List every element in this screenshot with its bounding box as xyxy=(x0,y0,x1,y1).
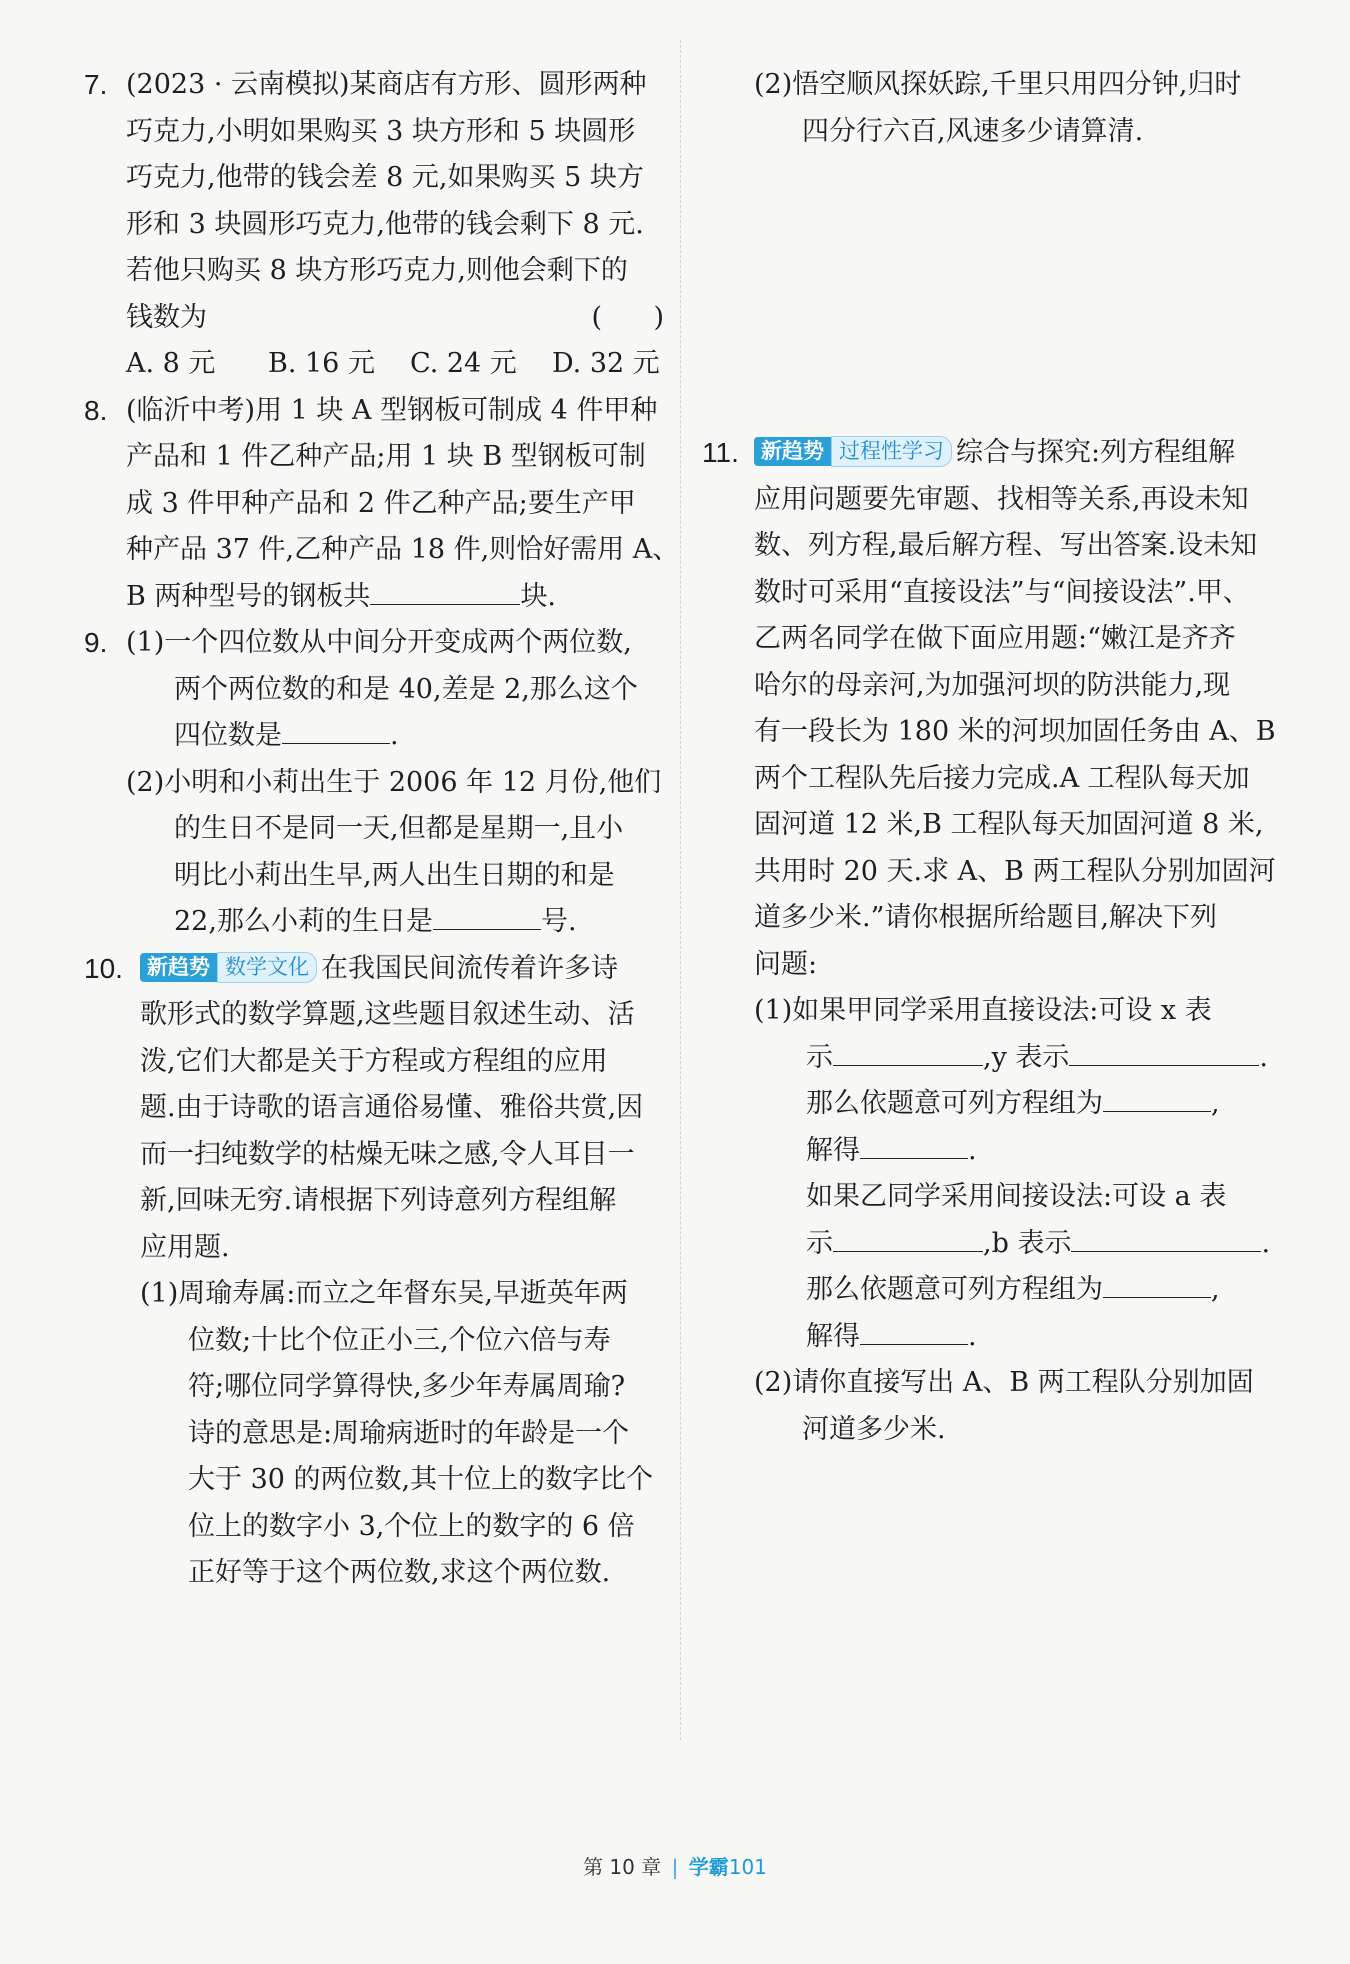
question-text-line: 巧克力,小明如果购买 3 块方形和 5 块圆形 xyxy=(126,115,636,147)
question-text: ,y 表示 xyxy=(983,1041,1070,1073)
question-number: 11. xyxy=(702,437,739,468)
question-number: 10. xyxy=(84,952,123,984)
question-text-line: 符;哪位同学算得快,多少年寿属周瑜? xyxy=(188,1371,626,1402)
question-text-line: 诗的意思是:周瑜病逝时的年龄是一个 xyxy=(188,1417,630,1449)
chapter-label: 第 10 章 xyxy=(583,1855,662,1879)
question-text: 那么依题意可列方程组为 xyxy=(806,1088,1103,1119)
question-text: 22,那么小莉的生日是 xyxy=(174,906,433,937)
question-text-line xyxy=(126,899,664,946)
question-text: . xyxy=(1261,1227,1271,1259)
question-text-line: 成 3 件甲种产品和 2 件乙种产品;要生产甲 xyxy=(126,487,636,519)
question-11 xyxy=(702,430,1282,1453)
question-text-line xyxy=(126,295,664,342)
fill-blank-y[interactable] xyxy=(1069,1035,1259,1066)
question-text-line: 明比小莉出生早,两人出生日期的和是 xyxy=(174,859,615,891)
question-10-part-2-line: 四分行六百,风速多少请算清. xyxy=(802,115,1144,147)
question-text-line: 两个两位数的和是 40,差是 2,那么这个 xyxy=(174,673,638,705)
question-text: , xyxy=(1211,1088,1220,1119)
question-text-line: 新,回味无穷.请根据下列诗意列方程组解 xyxy=(140,1185,617,1216)
question-text: 四位数是 xyxy=(174,720,282,751)
question-text-line: 正好等于这个两位数,求这个两位数. xyxy=(188,1557,611,1588)
question-text: 综合与探究:列方程组解 xyxy=(956,437,1236,468)
fill-blank-a[interactable] xyxy=(833,1221,983,1252)
question-text-line: 两个工程队先后接力完成.A 工程队每天加 xyxy=(754,762,1250,794)
question-text-line: 位数;十比个位正小三,个位六倍与寿 xyxy=(188,1324,611,1356)
question-number: 7. xyxy=(84,69,108,100)
brand-logo: 学霸 xyxy=(688,1855,729,1879)
question-text-line: 固河道 12 米,B 工程队每天加固河道 8 米, xyxy=(754,809,1264,840)
question-text-line xyxy=(754,1221,1282,1268)
question-text: 示 xyxy=(806,1041,833,1073)
question-text-line: 产品和 1 件乙种产品;用 1 块 B 型钢板可制 xyxy=(126,441,646,472)
question-text: 解得 xyxy=(806,1320,860,1352)
question-text-line: 数时可采用“直接设法”与“间接设法”.甲、 xyxy=(754,576,1250,608)
question-text-line: (临沂中考)用 1 块 A 型钢板可制成 4 件甲种 xyxy=(126,394,658,426)
option-b[interactable]: B. 16 元 xyxy=(268,348,375,379)
question-text: 示 xyxy=(806,1227,833,1259)
question-text-line: 的生日不是同一天,但都是星期一,且小 xyxy=(174,813,624,844)
question-text-line xyxy=(126,713,664,760)
question-text-line: 歌形式的数学算题,这些题目叙述生动、活 xyxy=(140,999,635,1030)
fill-blank-solution[interactable] xyxy=(860,1314,968,1345)
question-text-line: 种产品 37 件,乙种产品 18 件,则恰好需用 A、 xyxy=(126,534,680,565)
question-text: . xyxy=(968,1134,977,1166)
question-text-line: 有一段长为 180 米的河坝加固任务由 A、B xyxy=(754,716,1276,747)
question-text: 钱数为 xyxy=(126,301,207,333)
question-7 xyxy=(84,62,664,388)
question-text-line: (1)一个四位数从中间分开变成两个两位数, xyxy=(126,627,632,658)
question-text: 号. xyxy=(540,906,577,937)
question-number: 8. xyxy=(84,394,108,426)
fill-blank-equations[interactable] xyxy=(1103,1081,1211,1112)
question-9 xyxy=(84,620,664,946)
question-text-line: 位上的数字小 3,个位上的数字的 6 倍 xyxy=(188,1510,635,1542)
footer-separator: | xyxy=(671,1855,679,1879)
question-text-line: 题.由于诗歌的语言通俗易懂、雅俗共赏,因 xyxy=(140,1092,644,1123)
fill-blank-equations[interactable] xyxy=(1103,1267,1211,1298)
question-text: . xyxy=(968,1320,977,1352)
question-text-line: 而一扫纯数学的枯燥无味之感,令人耳目一 xyxy=(140,1138,635,1170)
column-divider xyxy=(680,40,682,1740)
question-text-line: 应用问题要先审题、找相等关系,再设未知 xyxy=(754,483,1249,515)
answer-parentheses[interactable]: ( ) xyxy=(591,301,664,333)
question-text-line: 共用时 20 天.求 A、B 两工程队分别加固河 xyxy=(754,855,1276,887)
question-text-line: 如果乙同学采用间接设法:可设 a 表 xyxy=(806,1181,1227,1212)
question-text-line: (1)如果甲同学采用直接设法:可设 x 表 xyxy=(754,995,1212,1026)
question-10 xyxy=(84,946,664,1597)
option-a[interactable]: A. 8 元 xyxy=(126,348,216,379)
question-text: ,b 表示 xyxy=(983,1227,1072,1259)
question-number: 9. xyxy=(84,627,108,658)
question-text: , xyxy=(1211,1274,1220,1305)
page-footer xyxy=(0,1851,1350,1880)
option-c[interactable]: C. 24 元 xyxy=(410,348,517,379)
question-text: B 两种型号的钢板共 xyxy=(126,580,371,612)
question-text-line: 哈尔的母亲河,为加强河坝的防洪能力,现 xyxy=(754,669,1231,701)
question-text: . xyxy=(390,720,399,751)
question-text-line: 河道多少米. xyxy=(802,1413,946,1445)
fill-blank-solution[interactable] xyxy=(860,1128,968,1159)
left-column xyxy=(84,62,680,1597)
question-8 xyxy=(84,388,680,621)
question-text: 那么依题意可列方程组为 xyxy=(806,1274,1103,1305)
right-column xyxy=(702,62,1282,155)
question-text-line: 问题: xyxy=(754,948,818,980)
question-text-line xyxy=(140,946,664,993)
question-text-line: (2)请你直接写出 A、B 两工程队分别加固 xyxy=(754,1367,1254,1398)
question-text-line xyxy=(754,1081,1282,1128)
fill-blank-b[interactable] xyxy=(1071,1221,1261,1252)
question-text-line xyxy=(754,1314,1282,1361)
new-trend-tag: 新趋势 xyxy=(754,437,831,466)
option-d[interactable]: D. 32 元 xyxy=(552,348,660,379)
process-learning-tag: 过程性学习 xyxy=(831,436,952,467)
question-text-line: 泼,它们大都是关于方程或方程组的应用 xyxy=(140,1045,608,1077)
math-culture-tag: 数学文化 xyxy=(217,952,317,983)
question-text-line: 形和 3 块圆形巧克力,他带的钱会剩下 8 元. xyxy=(126,208,644,240)
fill-blank[interactable] xyxy=(282,713,390,744)
fill-blank[interactable] xyxy=(433,899,541,930)
new-trend-tag: 新趋势 xyxy=(140,953,217,982)
question-text: 块. xyxy=(520,580,557,612)
question-text-line: 若他只购买 8 块方形巧克力,则他会剩下的 xyxy=(126,255,628,286)
question-text-line: (2)小明和小莉出生于 2006 年 12 月份,他们 xyxy=(126,766,662,798)
question-text-line: 巧克力,他带的钱会差 8 元,如果购买 5 块方 xyxy=(126,162,644,193)
question-10-part-2-line: (2)悟空顺风探妖踪,千里只用四分钟,归时 xyxy=(754,69,1242,100)
question-text-line xyxy=(754,430,1282,477)
question-text-line: 大于 30 的两位数,其十位上的数字比个 xyxy=(188,1464,654,1495)
answer-options xyxy=(126,341,664,388)
fill-blank[interactable] xyxy=(370,574,520,605)
page-number: 101 xyxy=(728,1855,767,1879)
question-text-line xyxy=(126,574,664,621)
question-text: . xyxy=(1259,1041,1269,1073)
fill-blank-x[interactable] xyxy=(833,1035,983,1066)
question-text-line: (1)周瑜寿属:而立之年督东吴,早逝英年两 xyxy=(140,1278,628,1309)
question-text: 解得 xyxy=(806,1134,860,1166)
question-text-line: 数、列方程,最后解方程、写出答案.设未知 xyxy=(754,530,1258,561)
question-text-line xyxy=(754,1267,1282,1314)
question-text: 在我国民间流传着许多诗 xyxy=(321,952,618,984)
question-text-line xyxy=(754,1035,1282,1082)
question-text-line: 应用题. xyxy=(140,1231,230,1263)
question-text-line xyxy=(754,1128,1282,1175)
question-text-line: 乙两名同学在做下面应用题:“嫩江是齐齐 xyxy=(754,623,1236,654)
question-text-line: (2023 · 云南模拟)某商店有方形、圆形两种 xyxy=(126,69,647,100)
question-text-line: 道多少米.”请你根据所给题目,解决下列 xyxy=(754,902,1217,933)
